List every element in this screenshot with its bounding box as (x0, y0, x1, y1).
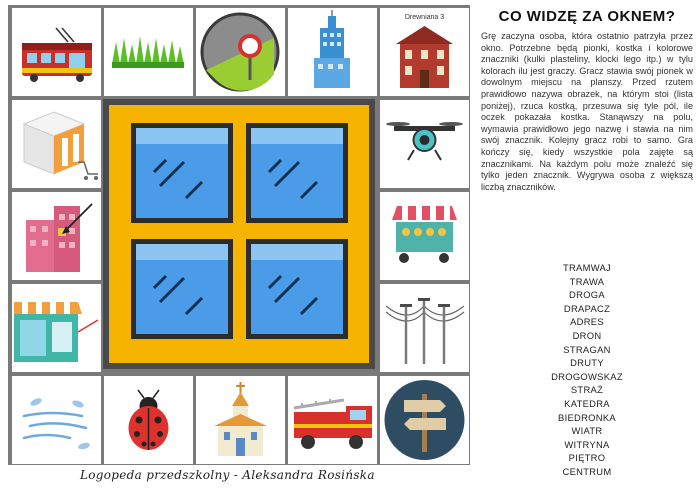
tile-shop-window[interactable] (12, 284, 101, 372)
tile-fire-truck[interactable] (288, 376, 377, 464)
tram-icon (12, 8, 101, 96)
address-label: Drewniana 3 (404, 14, 445, 21)
word-item: WIATR (571, 425, 603, 437)
skyscraper-icon (288, 8, 377, 96)
signpost-icon (380, 376, 469, 464)
tile-tram[interactable] (12, 8, 101, 96)
tile-ladybug[interactable] (104, 376, 193, 464)
word-item: DRUTY (570, 357, 604, 369)
window-pane-top-left (131, 123, 233, 223)
word-item: ADRES (570, 316, 604, 328)
word-item: TRAMWAJ (562, 262, 612, 273)
drone-icon (380, 100, 469, 188)
window-pane-top-right (246, 123, 348, 223)
word-item: DROGA (569, 289, 605, 301)
tile-shopping-center[interactable] (12, 100, 101, 188)
instructions-panel (481, 8, 693, 193)
road-sign-icon (196, 8, 285, 96)
wind-icon (12, 376, 101, 464)
grass-icon (104, 8, 193, 96)
window-center (109, 105, 369, 363)
word-item: PIĘTRO (568, 452, 606, 464)
ladybug-icon (104, 376, 193, 464)
address-building-icon (380, 8, 469, 96)
word-item: CENTRUM (562, 465, 612, 477)
tile-address[interactable] (380, 8, 469, 96)
window-pane-bottom-right (246, 239, 348, 339)
tile-building-floor[interactable] (12, 192, 101, 280)
word-item: WITRYNA (564, 438, 610, 450)
word-item: DRON (572, 329, 602, 341)
word-item: STRAGAN (563, 343, 611, 355)
market-stall-icon (380, 192, 469, 280)
tile-drone[interactable] (380, 100, 469, 188)
game-instructions: Grę zaczyna osoba, która ostatnio patrzyła przez okno. Potrzebne będą pionki, kostka i kolorowe znaczniki (kulki plasteliny, klocki lego itp.) w tylu kolorach ilu jest graczy. Gracz stawia swój pionek w dowolnym miejscu na planszy. Przed rzutem prawidłowo nazywa obrazek, na którym stoi (lista poniżej), rzuca kostką, przesuwa się tyle pól, ile oczek pokazała kostka. Stanąwszy na polu, wymawia prawidłowo jego nazwę i stawia na nim swój znacznik. Kolejny gracz robi to samo. Gra kończy się, kiedy wszystkie pola zajęte są znacznikami. Na każdym polu może znaleźć się tylko jeden znacznik. Wygrywa osoba z większą liczbą znaczników. (481, 31, 693, 192)
word-item: STRAŻ (570, 384, 604, 396)
tile-signpost[interactable] (380, 376, 469, 464)
shopping-center-icon (12, 100, 101, 188)
tile-skyscraper[interactable] (288, 8, 377, 96)
wires-icon (380, 284, 469, 372)
fire-truck-icon (288, 376, 377, 464)
author-footer: Logopeda przedszkolny - Aleksandra Rosińska (80, 468, 375, 482)
tile-road[interactable] (196, 8, 285, 96)
word-item: KATEDRA (564, 397, 610, 409)
word-list (481, 261, 693, 479)
cathedral-icon (196, 376, 285, 464)
shop-window-icon (12, 284, 101, 372)
word-item: DRAPACZ (563, 302, 611, 314)
window-pane-bottom-left (131, 239, 233, 339)
tile-grass[interactable] (104, 8, 193, 96)
tile-wires[interactable] (380, 284, 469, 372)
window-frame (103, 99, 375, 369)
tile-cathedral[interactable] (196, 376, 285, 464)
building-floor-icon (12, 192, 101, 280)
game-title: CO WIDZĘ ZA OKNEM? (498, 8, 676, 25)
word-item: TRAWA (569, 275, 605, 287)
word-item: BIEDRONKA (558, 411, 616, 423)
tile-market-stall[interactable] (380, 192, 469, 280)
word-item: DROGOWSKAZ (551, 370, 623, 382)
tile-wind[interactable] (12, 376, 101, 464)
